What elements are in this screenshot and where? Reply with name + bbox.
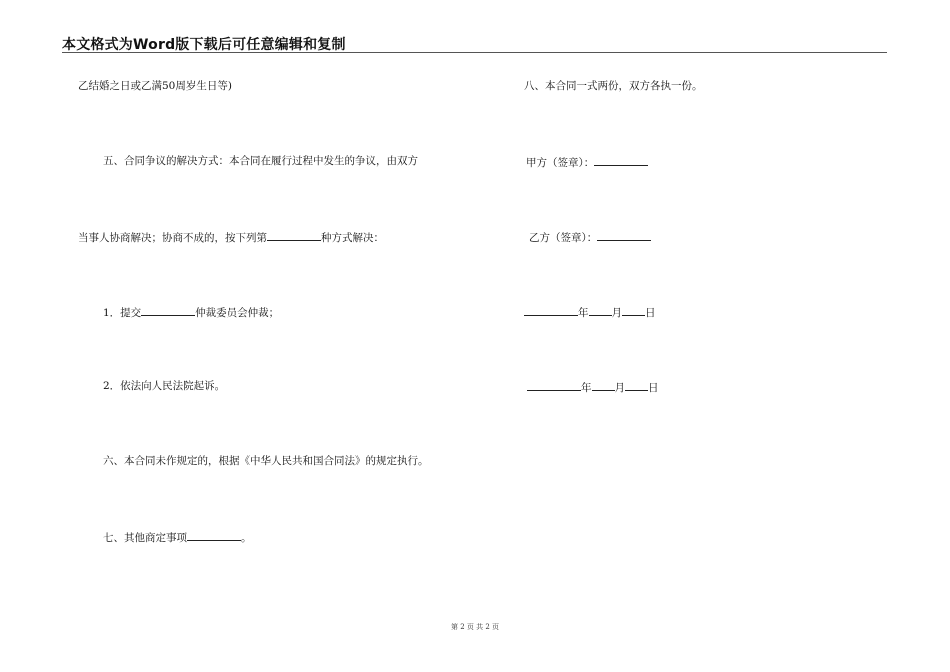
left-line-dispute-options	[78, 229, 384, 245]
party-b-month-label: 月	[614, 382, 625, 394]
document-header-title: 本文格式为Word版下载后可任意编辑和复制	[62, 37, 346, 53]
party-b-day-label: 日	[648, 382, 659, 394]
party-a-year-label: 年	[578, 307, 589, 319]
other-matters-text-b: 。	[241, 532, 252, 544]
party-a-month-label: 月	[611, 307, 622, 319]
party-b-month-blank[interactable]	[592, 379, 615, 391]
arbitration-commission-blank[interactable]	[141, 304, 195, 316]
party-b-date-line	[527, 379, 659, 395]
party-b-year-blank[interactable]	[527, 379, 581, 391]
party-b-signature-blank[interactable]	[597, 229, 651, 241]
page-number-footer: 第 2 页 共 2 页	[450, 623, 500, 631]
dispute-options-text-b: 种方式解决：	[321, 232, 384, 244]
dispute-options-text-a: 当事人协商解决；协商不成的，按下列第	[78, 232, 267, 244]
left-line-marriage-note: 乙结婚之日或乙满50周岁生日等)	[78, 80, 232, 92]
party-a-month-blank[interactable]	[589, 304, 612, 316]
party-a-signature-blank[interactable]	[594, 154, 648, 166]
party-b-signature-line	[529, 229, 651, 245]
left-line-court: 2．依法向人民法院起诉。	[103, 380, 226, 392]
left-line-other-matters	[103, 529, 252, 545]
other-matters-blank[interactable]	[187, 529, 241, 541]
arbitration-text-a: 1．提交	[103, 307, 142, 319]
party-a-signature-line	[526, 154, 648, 170]
other-matters-text-a: 七、其他商定事项	[103, 532, 187, 544]
left-line-dispute-clause: 五、合同争议的解决方式：本合同在履行过程中发生的争议，由双方	[103, 155, 418, 167]
dispute-option-blank[interactable]	[267, 229, 321, 241]
left-line-unspecified-matters: 六、本合同未作规定的，根据《中华人民共和国合同法》的规定执行。	[103, 455, 429, 467]
party-b-year-label: 年	[581, 382, 592, 394]
party-a-day-label: 日	[645, 307, 656, 319]
right-line-copies-clause: 八、本合同一式两份，双方各执一份。	[524, 80, 703, 92]
party-a-day-blank[interactable]	[622, 304, 645, 316]
header-divider	[62, 52, 887, 53]
party-a-label: 甲方（签章）：	[526, 157, 595, 169]
arbitration-text-b: 仲裁委员会仲裁；	[195, 307, 280, 319]
party-b-day-blank[interactable]	[625, 379, 648, 391]
party-b-label: 乙方（签章）：	[529, 232, 598, 244]
left-line-arbitration	[103, 304, 279, 320]
party-a-year-blank[interactable]	[524, 304, 578, 316]
party-a-date-line	[524, 304, 656, 320]
